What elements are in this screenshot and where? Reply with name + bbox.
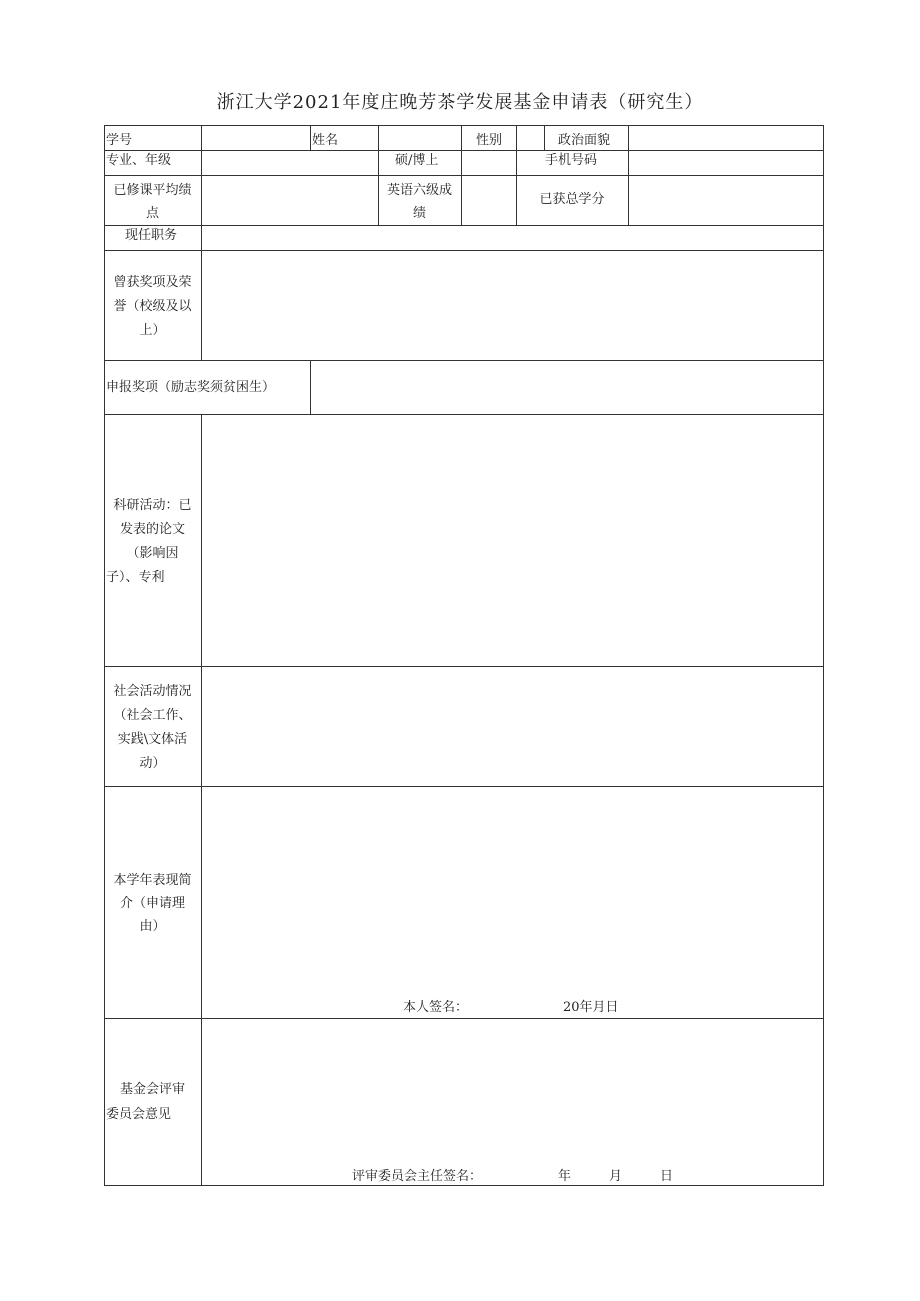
chair-date-month: 月 <box>609 1169 623 1184</box>
self-signature-date: 20年月日 <box>563 1000 619 1015</box>
summary-label-line2: 介（申请理 <box>119 896 185 911</box>
committee-label-line1: 基金会评审 <box>119 1082 185 1097</box>
major-grade-label: 专业、年级 <box>106 153 172 168</box>
chair-date-year: 年 <box>558 1169 572 1184</box>
political-status-label: 政治面貌 <box>558 133 611 148</box>
summary-label-line3: 由） <box>139 919 166 934</box>
research-label-line3: （影响因 <box>126 546 179 561</box>
phone-label: 手机号码 <box>545 153 598 168</box>
research-label-line4: 子）、专利 <box>106 570 165 585</box>
col-divider <box>310 360 311 414</box>
row-divider <box>104 414 824 415</box>
chair-signature-label: 评审委员会主任签名： <box>352 1169 483 1184</box>
row-divider <box>104 666 824 667</box>
chair-date-day: 日 <box>660 1169 674 1184</box>
current-position-label: 现任职务 <box>125 228 178 243</box>
col-divider <box>201 125 202 360</box>
self-signature-label: 本人签名： <box>403 1000 469 1015</box>
col-divider <box>461 125 462 225</box>
social-label-line4: 动） <box>139 756 166 771</box>
gender-label: 性别 <box>476 133 503 148</box>
research-label-line2: 发表的论文 <box>119 522 185 537</box>
total-credits-label: 已获总学分 <box>539 192 605 207</box>
form-title: 浙江大学2021年度庄晚芳茶学发展基金申请表（研究生） <box>216 92 704 113</box>
row-divider <box>104 786 824 787</box>
row-divider <box>104 225 824 226</box>
gpa-label-line1: 已修课平均绩 <box>113 183 192 198</box>
social-label-line1: 社会活动情况 <box>113 684 192 699</box>
name-label: 姓名 <box>312 133 339 148</box>
cet6-label-line2: 绩 <box>412 206 426 221</box>
degree-label: 硕/博上 <box>395 153 439 168</box>
social-label-line2: （社会工作、 <box>113 708 192 723</box>
honors-label-line2: 誉（校级及以 <box>113 299 192 314</box>
student-id-label: 学号 <box>106 133 133 148</box>
table-border <box>104 125 824 1186</box>
col-divider <box>544 125 545 150</box>
cet6-label-line1: 英语六级成 <box>386 183 452 198</box>
social-label-line3: 实践\文体活 <box>117 732 188 747</box>
committee-label-line2: 委员会意见 <box>106 1107 172 1122</box>
row-divider <box>104 250 824 251</box>
row-divider <box>104 150 824 151</box>
col-divider <box>201 414 202 1186</box>
honors-label-line3: 上） <box>139 323 166 338</box>
summary-label-line1: 本学年表现简 <box>113 873 192 888</box>
research-label-line1: 科研活动：已 <box>113 498 192 513</box>
row-divider <box>104 360 824 361</box>
gpa-label-line2: 点 <box>145 206 159 221</box>
col-divider <box>628 125 629 225</box>
col-divider <box>310 125 311 150</box>
row-divider <box>104 175 824 176</box>
award-applied-label: 申报奖项（励志奖须贫困生） <box>106 380 276 395</box>
honors-label-line1: 曾获奖项及荣 <box>113 275 192 290</box>
